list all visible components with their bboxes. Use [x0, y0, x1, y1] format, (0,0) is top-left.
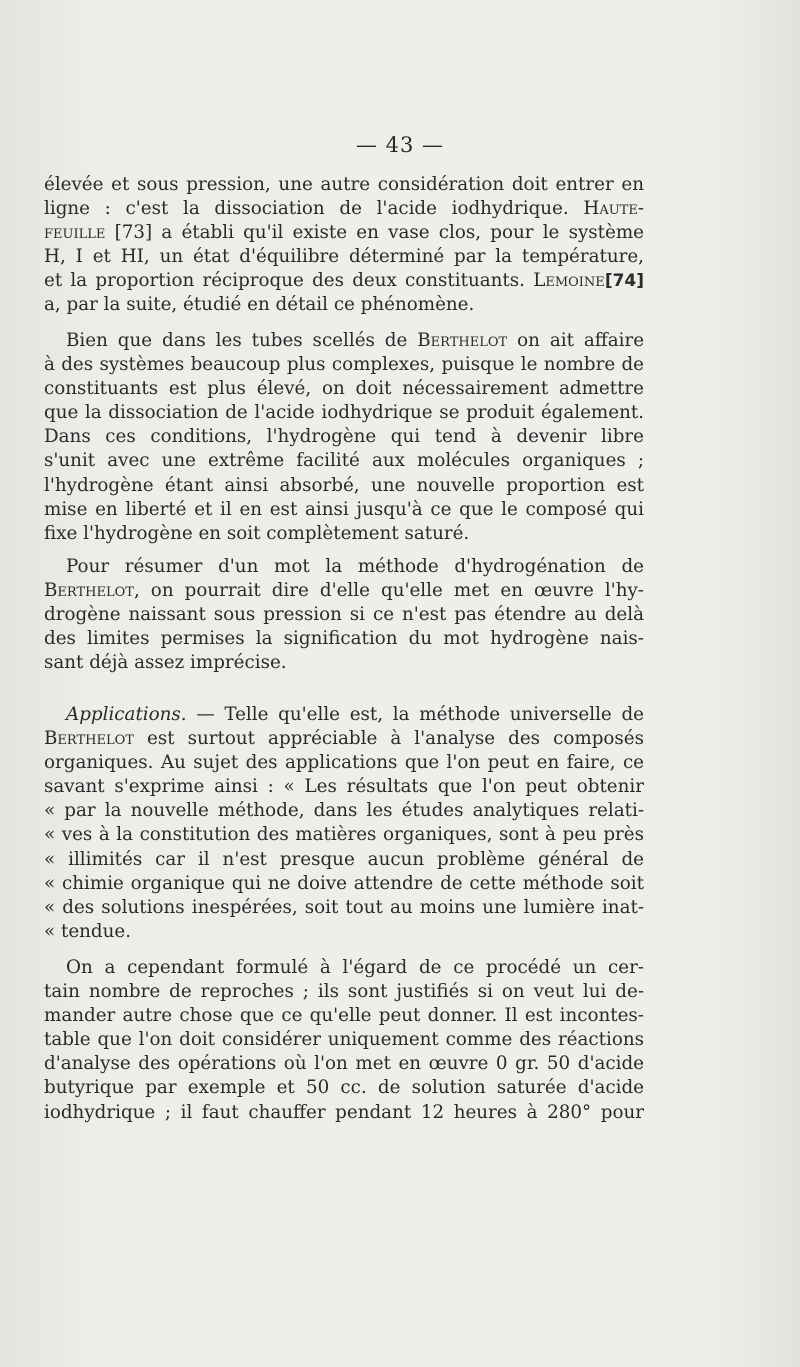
text-line: l'hydrogène étant ainsi absorbé, une nouvelle proportion est — [44, 474, 644, 496]
text-line: a, par la suite, étudié en détail ce phénomène. — [44, 294, 475, 316]
text-line: Bien que dans les tubes scellés de Berthelot on ait affaire — [66, 330, 645, 351]
text-line: Applications. — Telle qu'elle est, la méthode universelle de — [66, 704, 644, 725]
paragraph-4 — [44, 703, 644, 944]
text-line: Berthelot est surtout appréciable à l'analyse des composés — [44, 728, 644, 750]
text-line: mise en liberté et il en est ainsi jusqu'à ce que le composé qui — [44, 498, 644, 520]
text-line: « illimités car il n'est presque aucun problème général de — [44, 848, 644, 870]
section-lead: Applications. — [66, 704, 187, 725]
text-line: « des solutions inespérées, soit tout au moins une lumière inat- — [44, 896, 644, 918]
paragraph-5 — [44, 956, 644, 1125]
text-line: drogène naissant sous pression si ce n'est pas étendre au delà — [44, 604, 644, 626]
text-line: mander autre chose que ce qu'elle peut donner. Il est incontes- — [44, 1005, 644, 1027]
text-line: « tendue. — [44, 920, 132, 942]
text-line: On a cependant formulé à l'égard de ce procédé un cer- — [66, 957, 644, 978]
text-line: iodhydrique ; il faut chauffer pendant 12 heures à 280° pour — [44, 1101, 644, 1123]
text-line: à des systèmes beaucoup plus complexes, puisque le nombre de — [44, 354, 644, 376]
text-line: s'unit avec une extrême facilité aux molécules organiques ; — [44, 450, 644, 472]
text-line: fixe l'hydrogène en soit complètement saturé. — [44, 522, 470, 544]
text-line: organiques. Au sujet des applications que l'on peut en faire, ce — [44, 752, 644, 774]
text-line: constituants est plus élevé, on doit nécessairement admettre — [44, 378, 644, 400]
text-line: ligne : c'est la dissociation de l'acide iodhydrique. Haute- — [44, 198, 644, 220]
text-line: d'analyse des opérations où l'on met en œuvre 0 gr. 50 d'acide — [44, 1053, 644, 1075]
text-line: « ves à la constitution des matières organiques, sont à peu près — [44, 824, 644, 846]
paragraph-3 — [44, 555, 644, 675]
text-line: des limites permises la signification du mot hydrogène nais- — [44, 628, 644, 650]
text-line: feuille [73] a établi qu'il existe en vase clos, pour le système — [44, 222, 645, 244]
text-line: Pour résumer d'un mot la méthode d'hydrogénation de — [66, 556, 644, 577]
text-line: sant déjà assez imprécise. — [44, 652, 287, 674]
text-line: tain nombre de reproches ; ils sont justifiés si on veut lui de- — [44, 981, 644, 1003]
text-line: « chimie organique qui ne doive attendre de cette méthode soit — [44, 872, 644, 894]
text-line: savant s'exprime ainsi : « Les résultats que l'on peut obtenir — [44, 776, 644, 798]
text-line: élevée et sous pression, une autre considération doit entrer en — [44, 174, 644, 195]
paragraph-2 — [44, 329, 644, 546]
text-line: Berthelot, on pourrait dire d'elle qu'elle met en œuvre l'hy- — [44, 580, 644, 602]
page-number: — 43 — — [355, 133, 445, 157]
paragraph-1 — [44, 173, 644, 318]
text-line: et la proportion réciproque des deux constituants. Lemoine[74] — [44, 270, 645, 292]
text-line: « par la nouvelle méthode, dans les études analytiques relati- — [44, 800, 644, 822]
text-line: que la dissociation de l'acide iodhydrique se produit également. — [44, 402, 644, 424]
text-line: Dans ces conditions, l'hydrogène qui tend à devenir libre — [44, 426, 644, 448]
text-line: H, I et HI, un état d'équilibre déterminé par la température, — [44, 246, 644, 268]
text-line: butyrique par exemple et 50 cc. de solution saturée d'acide — [44, 1077, 644, 1099]
text-line: table que l'on doit considérer uniquement comme des réactions — [44, 1029, 644, 1051]
